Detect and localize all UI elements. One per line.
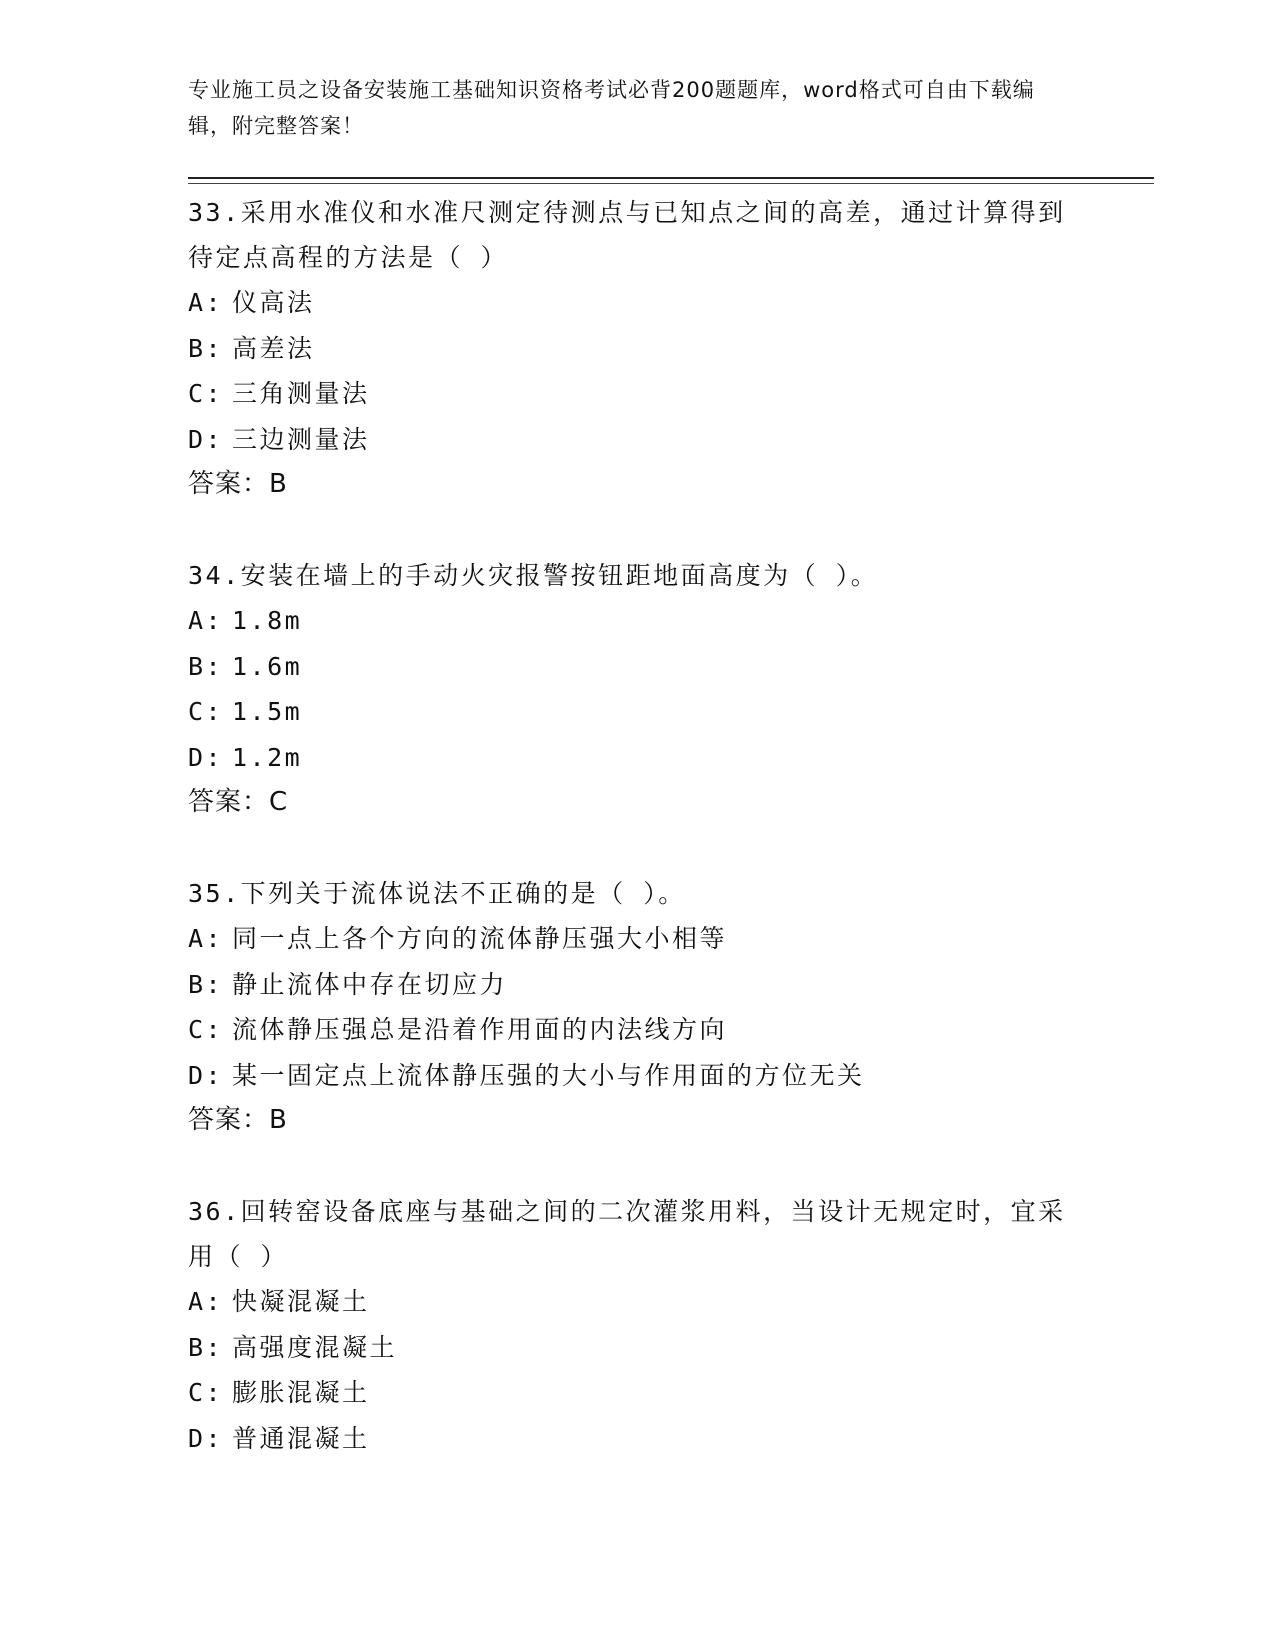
header-divider-thin [188,183,1154,184]
option-a [188,598,1088,644]
option-d [188,1416,1088,1462]
option-text: 1.5m [232,697,303,726]
option-text: 普通混凝土 [232,1423,370,1453]
option-c [188,689,1088,735]
option-text: 静止流体中存在切应力 [232,969,508,999]
option-c [188,371,1088,417]
question-36 [188,1189,1088,1461]
option-key: B: [188,651,224,681]
option-d [188,1053,1088,1099]
option-key: C: [188,379,224,408]
option-text: 1.8m [232,606,303,635]
option-a [188,280,1088,326]
option-d [188,417,1088,463]
option-c [188,1370,1088,1416]
option-text: 高差法 [232,333,315,363]
question-33 [188,190,1088,507]
option-key: B: [188,333,224,363]
option-key: D: [188,1423,224,1453]
question-35 [188,871,1088,1143]
question-list [188,190,1088,1507]
option-b [188,326,1088,372]
option-text: 1.2m [232,742,303,772]
document-header: 专业施工员之设备安装施工基础知识资格考试必背200题题库，word格式可自由下载编辑，附完整答案！ [188,78,1035,138]
option-key: C: [188,1015,224,1044]
answer-label: 答案：B [188,469,288,499]
option-key: A: [188,1287,224,1316]
option-key: C: [188,697,224,726]
option-text: 同一点上各个方向的流体静压强大小相等 [232,924,728,953]
option-key: C: [188,1378,224,1407]
option-d [188,735,1088,781]
question-text: 33.采用水准仪和水准尺测定待测点与已知点之间的高差，通过计算得到待定点高程的方法是（ ） [188,198,1066,272]
option-text: 膨胀混凝土 [232,1378,370,1407]
option-text: 1.6m [232,651,303,681]
option-b [188,644,1088,690]
option-key: B: [188,969,224,999]
question-text: 35.下列关于流体说法不正确的是（ ）。 [188,879,686,908]
option-key: B: [188,1332,224,1362]
option-key: A: [188,288,224,317]
option-b [188,962,1088,1008]
option-key: A: [188,924,224,953]
option-text: 仪高法 [232,288,315,317]
option-text: 三边测量法 [232,424,370,454]
question-text: 34.安装在墙上的手动火灾报警按钮距地面高度为（ ）。 [188,561,879,590]
question-34 [188,553,1088,825]
option-b [188,1325,1088,1371]
option-text: 流体静压强总是沿着作用面的内法线方向 [232,1015,728,1044]
option-key: A: [188,606,224,635]
option-key: D: [188,1060,224,1090]
option-key: D: [188,742,224,772]
question-text: 36.回转窑设备底座与基础之间的二次灌浆用料，当设计无规定时，宜采用（ ） [188,1197,1066,1271]
option-key: D: [188,424,224,454]
option-text: 高强度混凝土 [232,1332,398,1362]
option-a [188,1279,1088,1325]
header-divider-thick [188,177,1154,179]
option-c [188,1007,1088,1053]
option-a [188,916,1088,962]
answer-label: 答案：C [188,787,289,817]
option-text: 快凝混凝土 [232,1287,370,1316]
option-text: 三角测量法 [232,379,370,408]
answer-label: 答案：B [188,1105,288,1135]
option-text: 某一固定点上流体静压强的大小与作用面的方位无关 [232,1060,865,1090]
